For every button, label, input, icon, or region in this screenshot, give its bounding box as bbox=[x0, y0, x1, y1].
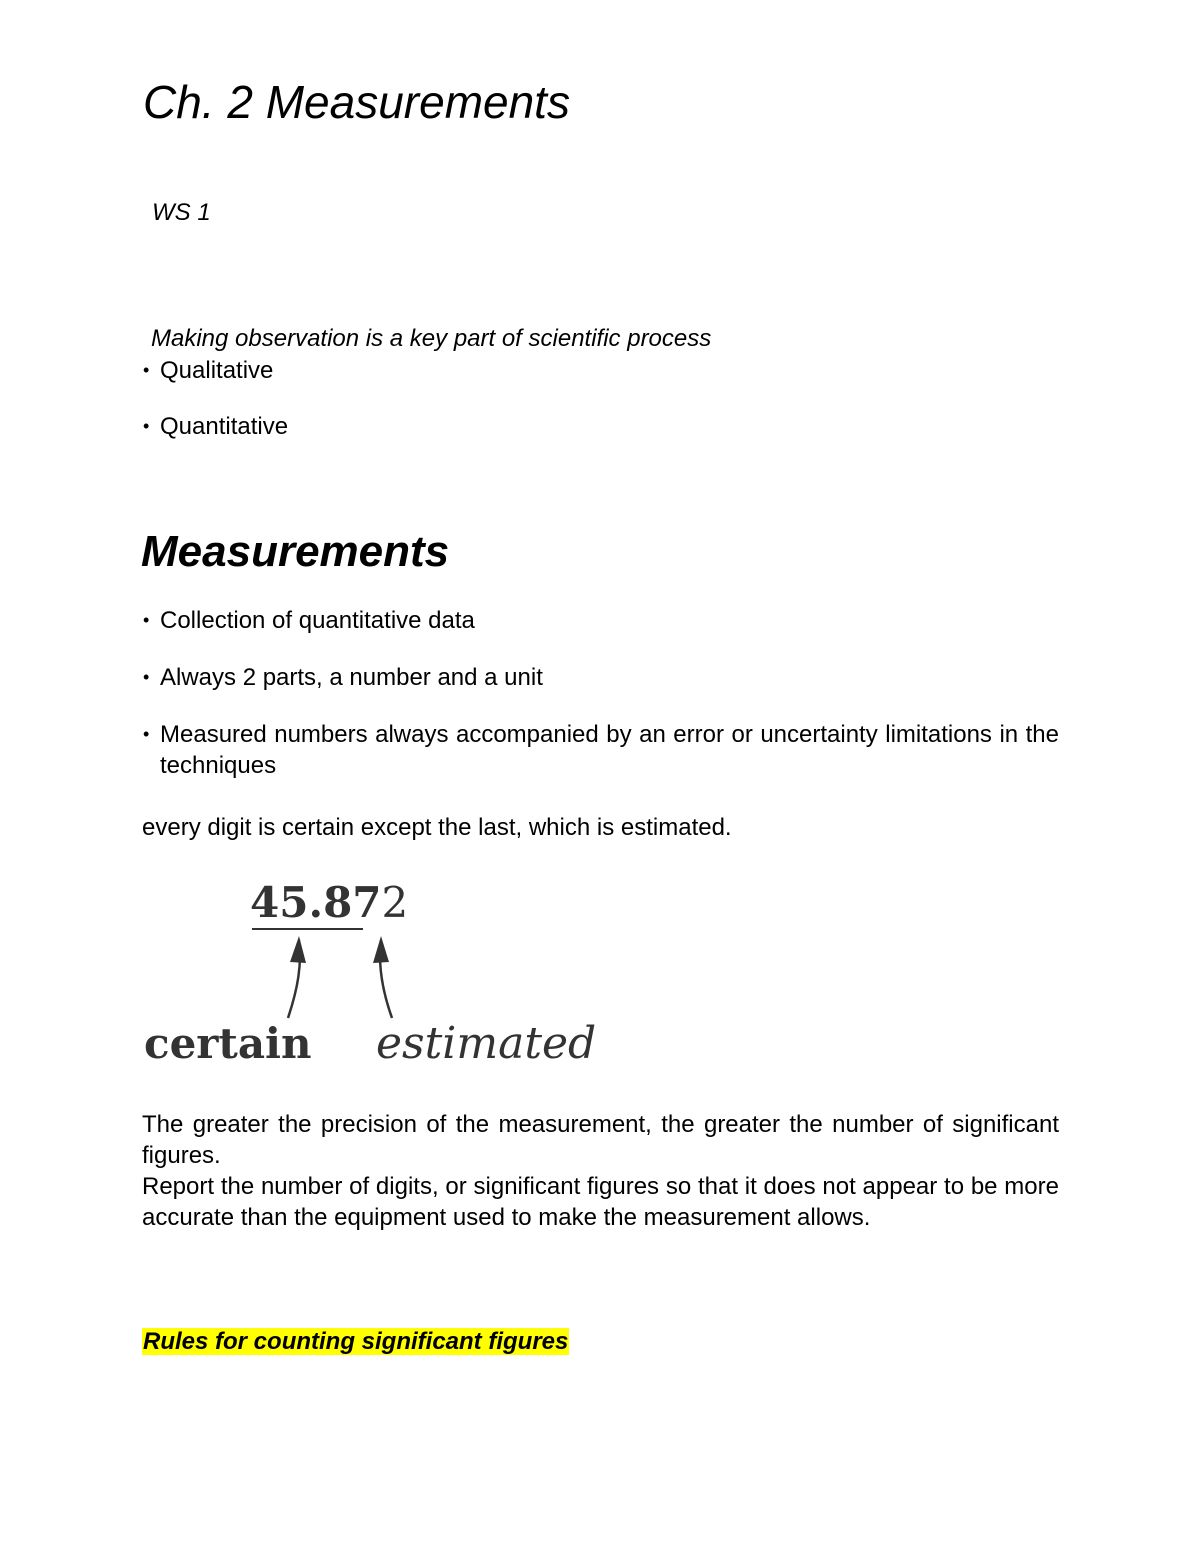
list-item bbox=[143, 605, 1059, 636]
list-item-text: Always 2 parts, a number and a unit bbox=[160, 664, 543, 691]
figure-number bbox=[250, 878, 408, 927]
estimated-arrowhead-icon bbox=[373, 936, 389, 963]
certain-arrowhead-icon bbox=[290, 936, 306, 963]
worksheet-label: WS 1 bbox=[152, 199, 211, 226]
list-item-text: Measured numbers always accompanied by an error or uncertainty limitations in the techniques bbox=[160, 721, 1059, 779]
digit-statement: every digit is certain except the last, which is estimated. bbox=[142, 814, 732, 841]
list-item-text: Quantitative bbox=[160, 413, 289, 440]
bullet-icon: • bbox=[143, 416, 150, 436]
list-item bbox=[143, 411, 1059, 442]
precision-paragraph: The greater the precision of the measurement, the greater the number of significant figures. bbox=[142, 1111, 1059, 1169]
certain-label: certain bbox=[144, 1019, 312, 1068]
list-item-text: Collection of quantitative data bbox=[160, 607, 475, 634]
rules-heading-text: Rules for counting significant figures bbox=[143, 1328, 569, 1355]
bullet-icon: • bbox=[143, 610, 150, 630]
list-item bbox=[143, 355, 1059, 386]
intro-statement: Making observation is a key part of scientific process bbox=[151, 325, 712, 352]
list-item bbox=[143, 719, 1059, 781]
bullet-icon: • bbox=[143, 360, 150, 380]
page-title: Ch. 2 Measurements bbox=[143, 76, 570, 128]
estimated-digit: 2 bbox=[381, 878, 409, 927]
report-paragraph: Report the number of digits, or significant figures so that it does not appear to be more accurate than the equipment used to make the measurement allows. bbox=[142, 1173, 1059, 1231]
estimated-label: estimated bbox=[376, 1018, 597, 1068]
certain-digits: 45.87 bbox=[250, 878, 382, 927]
list-item-text: Qualitative bbox=[160, 357, 274, 384]
certain-estimated-figure bbox=[140, 868, 600, 1068]
section-heading-measurements: Measurements bbox=[141, 527, 450, 576]
bullet-icon: • bbox=[143, 667, 150, 687]
list-item bbox=[143, 662, 1059, 693]
rules-heading bbox=[142, 1326, 569, 1358]
bullet-icon: • bbox=[143, 724, 150, 744]
